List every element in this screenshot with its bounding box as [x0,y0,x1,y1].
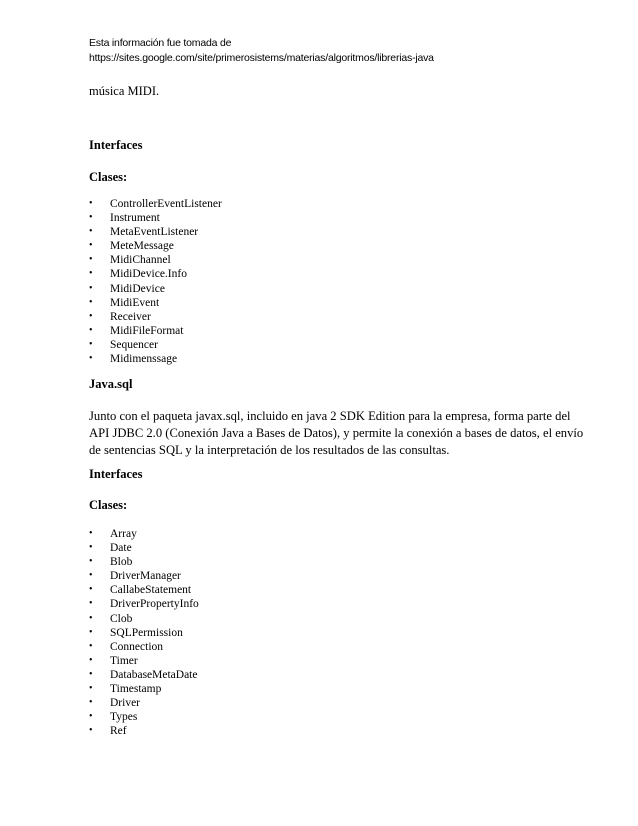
list-item-label: MetaEventListener [110,226,199,239]
bullet-icon: • [89,542,93,554]
list-item-label: ControllerEventListener [110,198,222,210]
list-item-label: Instrument [110,212,160,225]
section2-title: Java.sql [89,377,133,391]
list-item-label: Timer [110,654,138,667]
list-item-label: MeteMessage [110,240,174,253]
section1-clases-heading: Clases: [89,170,128,184]
list-item-label: Clob [110,612,133,625]
bullet-icon: • [89,598,93,610]
bullet-icon: • [89,353,93,365]
bullet-icon: • [89,556,93,568]
bullet-icon: • [89,654,93,666]
list-item-label: Midimenssage [110,353,178,366]
list-item-label: Timestamp [110,683,162,696]
list-item-label: Types [110,711,138,724]
bullet-icon: • [89,528,93,539]
list-item-label: MidiFileFormat [110,324,184,337]
bullet-icon: • [89,310,93,322]
bullet-icon: • [89,226,93,238]
list-item-label: CallabeStatement [110,584,192,597]
list-item-label: DatabaseMetaDate [110,668,198,681]
bullet-icon: • [89,612,93,624]
page-header [89,36,434,66]
list-item-label: Sequencer [110,338,158,351]
bullet-icon: • [89,338,93,350]
list-item-label: Driver [110,697,141,710]
bullet-icon: • [89,584,93,596]
bullet-icon: • [89,212,93,224]
bullet-icon: • [89,254,93,266]
list-item-label: SQLPermission [110,626,183,639]
list-item-label: MidiDevice.Info [110,268,187,281]
list-item-label: MidiEvent [110,296,160,309]
list-item-label: Connection [110,640,164,653]
list-item-label: Date [110,542,132,555]
bullet-icon: • [89,268,93,280]
list-item-label: Array [110,528,137,540]
list-item-label: Blob [110,556,133,569]
bullet-icon: • [89,683,93,695]
bullet-icon: • [89,282,93,294]
bullet-icon: • [89,198,93,209]
bullet-icon: • [89,697,93,709]
section2-clases-heading: Clases: [89,498,128,512]
section2-interfaces-heading: Interfaces [89,467,143,481]
bullet-icon: • [89,626,93,638]
section2-paragraph [89,408,609,459]
bullet-icon: • [89,725,93,737]
paragraph-line: Junto con el paqueta javax.sql, incluido en java 2 SDK Edition para la empresa, forma parte del [89,409,571,423]
list-item-label: DriverPropertyInfo [110,598,199,611]
bullet-icon: • [89,711,93,723]
section1-interfaces-heading: Interfaces [89,138,143,152]
bullet-icon: • [89,296,93,308]
bullet-icon: • [89,240,93,252]
intro-text: música MIDI. [89,84,160,98]
header-source-label: Esta información fue tomada de [89,37,232,49]
bullet-icon: • [89,324,93,336]
list-item-label: Receiver [110,310,151,323]
list-item-label: DriverManager [110,570,181,583]
paragraph-line: de sentencias SQL y la interpretación de los resultados de las consultas. [89,443,450,457]
bullet-icon: • [89,640,93,652]
list-item-label: Ref [110,725,127,738]
header-source-url[interactable]: https://sites.google.com/site/primerosistems/materias/algoritmos/librerias-java [89,52,434,64]
bullet-icon: • [89,570,93,582]
list-item-label: MidiChannel [110,254,171,267]
paragraph-line: API JDBC 2.0 (Conexión Java a Bases de Datos), y permite la conexión a bases de datos, el envío [89,426,584,440]
list-item-label: MidiDevice [110,282,165,295]
bullet-icon: • [89,668,93,680]
